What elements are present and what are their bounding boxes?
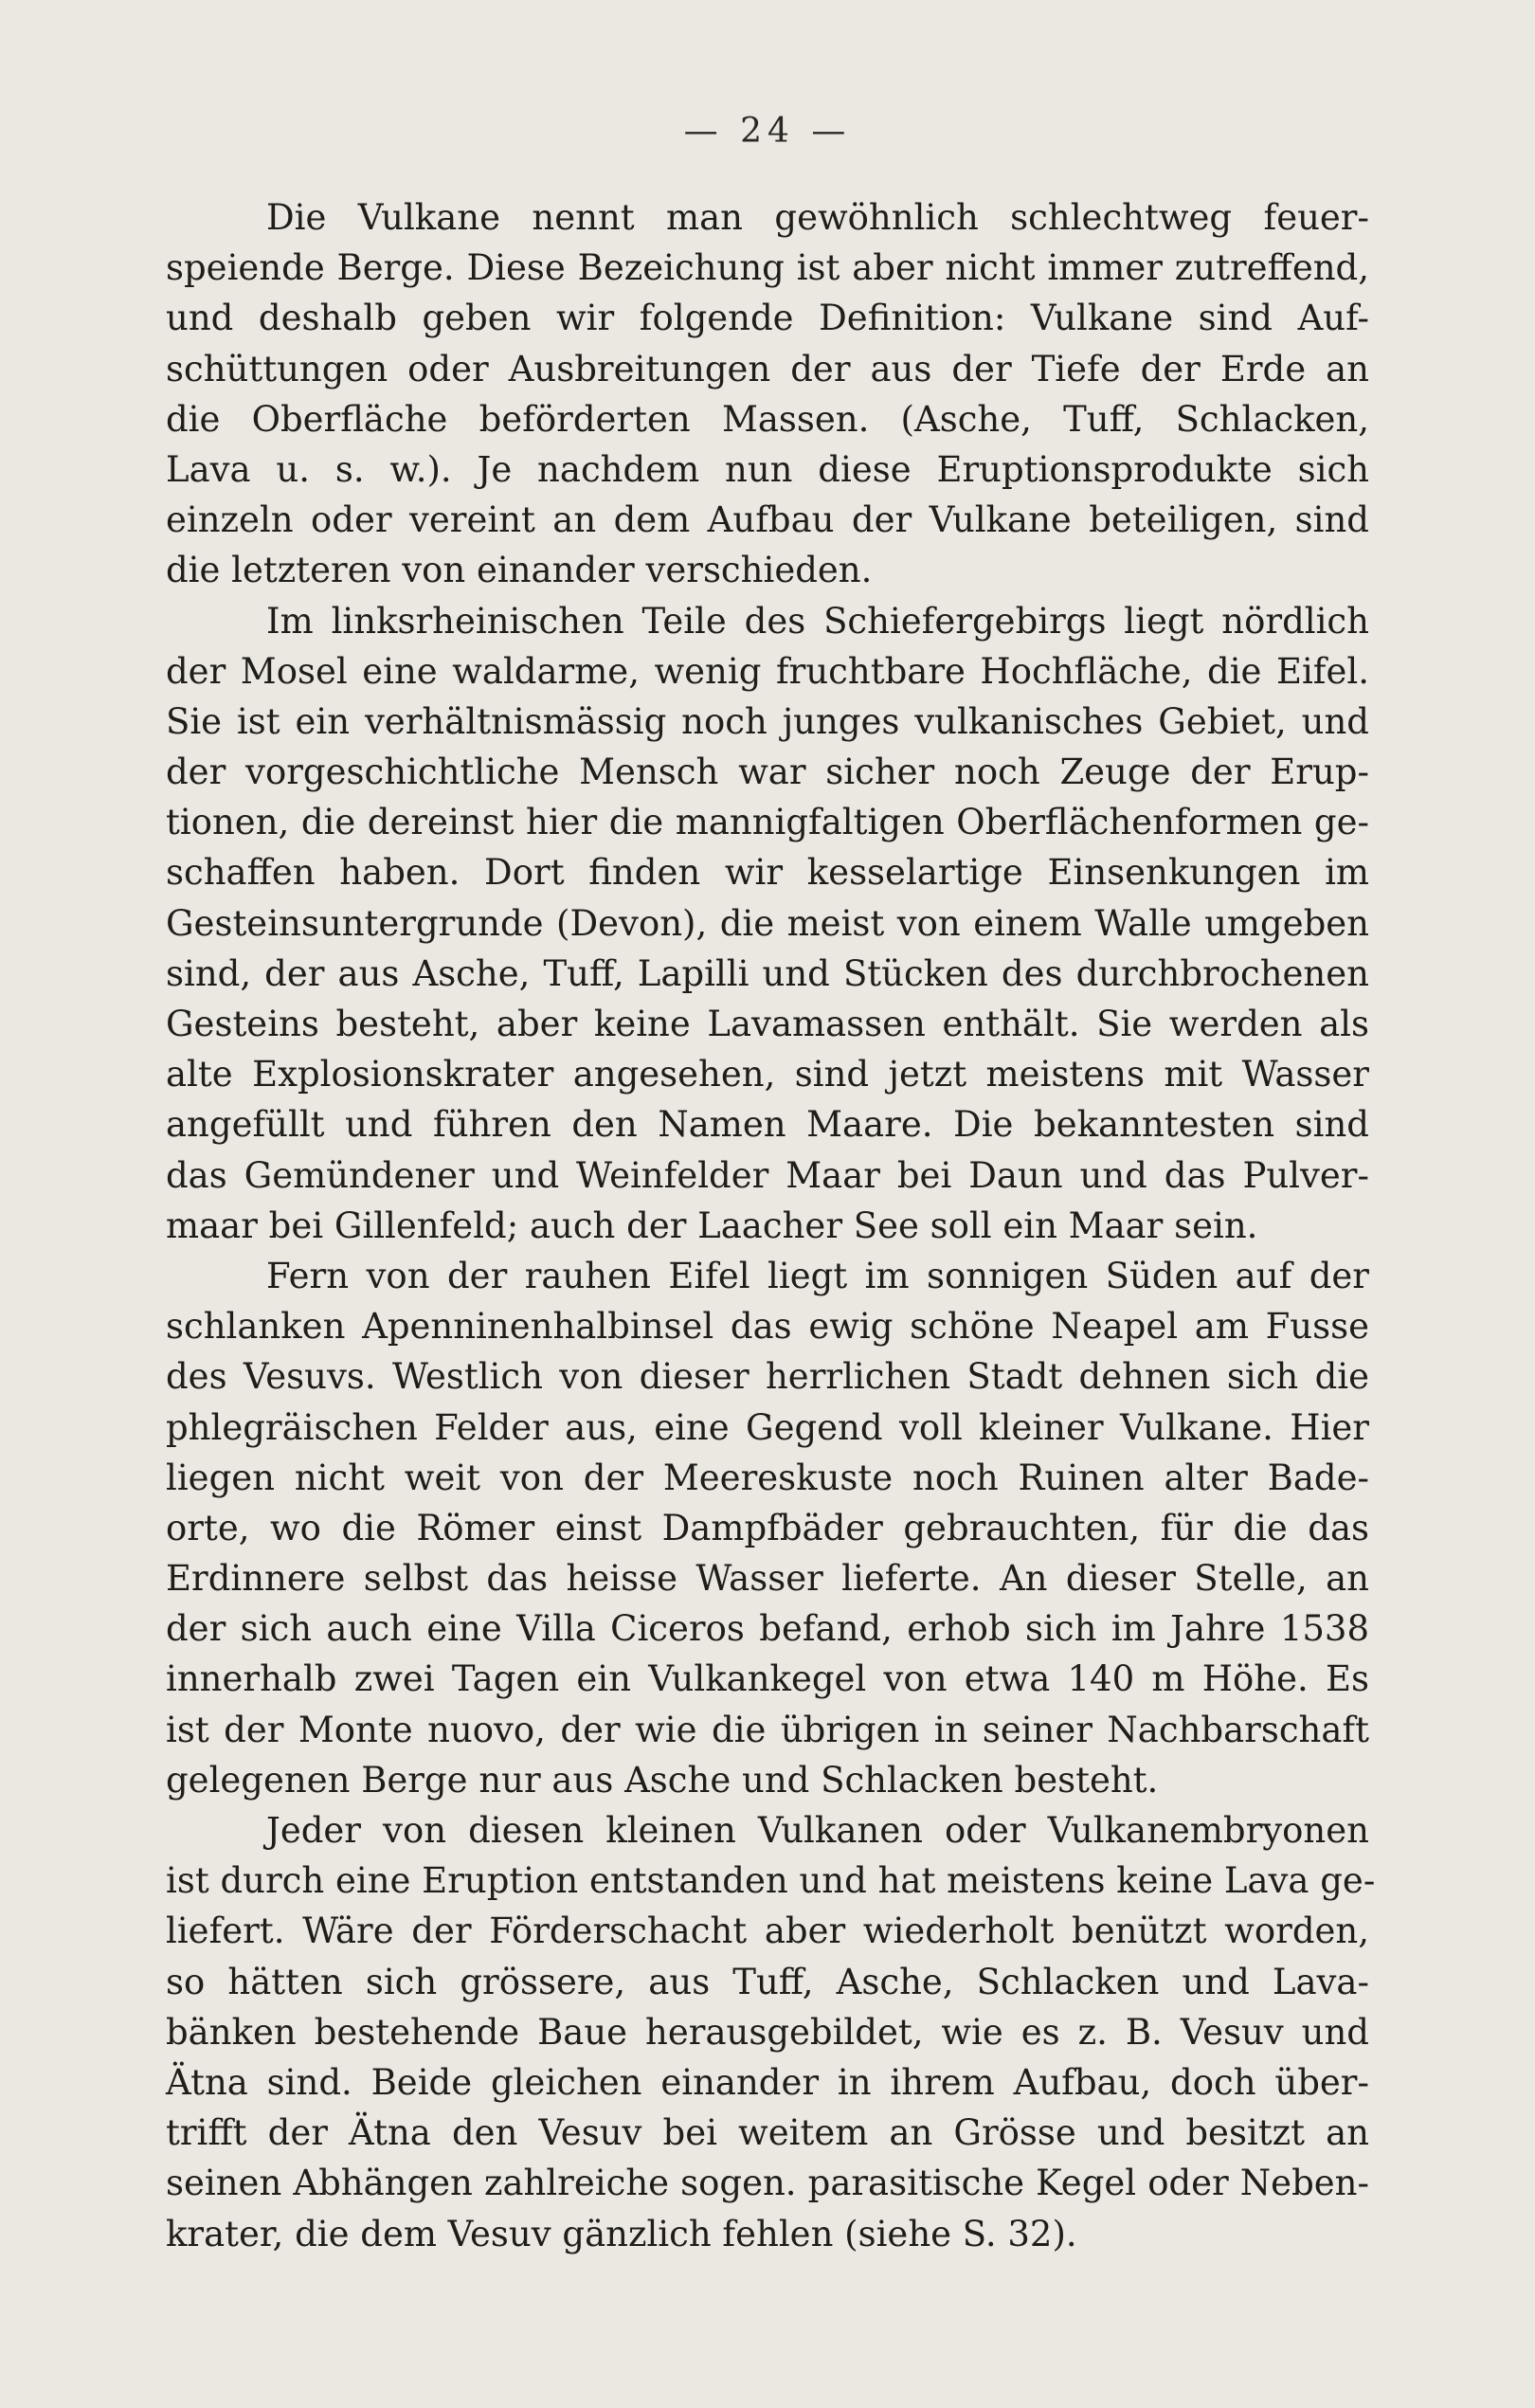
text-line: Ätna sind. Beide gleichen einander in ihrem Aufbau, doch über- xyxy=(166,2061,1369,2103)
paragraph xyxy=(166,1251,1369,1805)
body-text xyxy=(166,192,1376,2259)
paragraph xyxy=(166,1805,1376,2259)
text-line: innerhalb zwei Tagen ein Vulkankegel von etwa 140 m Höhe. Es xyxy=(166,1658,1369,1700)
text-line: einzeln oder vereint an dem Aufbau der Vulkane beteiligen, sind xyxy=(166,499,1369,541)
text-line: tionen, die dereinst hier die mannigfaltigen Oberflächenformen ge- xyxy=(166,802,1369,843)
text-line: phlegräischen Felder aus, eine Gegend voll kleiner Vulkane. Hier xyxy=(166,1406,1369,1448)
text-line: krater, die dem Vesuv gänzlich fehlen (siehe S. 32). xyxy=(166,2213,1077,2254)
paragraph xyxy=(166,192,1369,596)
page-number: — 24 — xyxy=(683,112,852,151)
text-line: und deshalb geben wir folgende Definition: Vulkane sind Auf- xyxy=(166,298,1369,339)
text-line: schaffen haben. Dort finden wir kesselartige Einsenkungen im xyxy=(166,852,1369,894)
text-line: Die Vulkane nennt man gewöhnlich schlechtweg feuer- xyxy=(266,197,1369,238)
text-line: sind, der aus Asche, Tuff, Lapilli und Stücken des durchbrochenen xyxy=(166,952,1369,994)
text-line: liegen nicht weit von der Meereskuste noch Ruinen alter Bade- xyxy=(166,1457,1369,1498)
text-line: speiende Berge. Diese Bezeichung ist aber nicht immer zutreffend, xyxy=(166,247,1369,289)
text-line: schüttungen oder Ausbreitungen der aus der Tiefe der Erde an xyxy=(166,348,1369,389)
text-line: so hätten sich grössere, aus Tuff, Asche, Schlacken und Lava- xyxy=(166,1961,1369,2002)
text-line: Fern von der rauhen Eifel liegt im sonnigen Süden auf der xyxy=(266,1255,1369,1296)
text-line: die letzteren von einander verschieden. xyxy=(166,550,873,591)
text-line: alte Explosionskrater angesehen, sind jetzt meistens mit Wasser xyxy=(166,1054,1369,1095)
text-line: gelegenen Berge nur aus Asche und Schlacken besteht. xyxy=(166,1759,1159,1801)
text-line: ist der Monte nuovo, der wie die übrigen in seiner Nachbarschaft xyxy=(166,1709,1369,1750)
text-line: der vorgeschichtliche Mensch war sicher noch Zeuge der Erup- xyxy=(166,751,1369,793)
text-line: Jeder von diesen kleinen Vulkanen oder Vulkanembryonen xyxy=(266,1810,1369,1851)
text-line: die Oberfläche beförderten Massen. (Asche, Tuff, Schlacken, xyxy=(166,398,1369,440)
text-line: Sie ist ein verhältnismässig noch junges vulkanisches Gebiet, und xyxy=(166,700,1369,742)
text-line: Gesteinsuntergrunde (Devon), die meist von einem Walle umgeben xyxy=(166,902,1369,944)
text-line: angefüllt und führen den Namen Maare. Die bekanntesten sind xyxy=(166,1104,1369,1146)
text-line: der sich auch eine Villa Ciceros befand, erhob sich im Jahre 1538 xyxy=(166,1608,1369,1650)
text-line: seinen Abhängen zahlreiche sogen. parasitische Kegel oder Neben- xyxy=(166,2163,1369,2204)
text-line: Erdinnere selbst das heisse Wasser lieferte. An dieser Stelle, an xyxy=(166,1558,1369,1600)
text-line: Lava u. s. w.). Je nachdem nun diese Eruptionsprodukte sich xyxy=(166,448,1369,490)
paragraph xyxy=(166,596,1369,1251)
text-line: Im linksrheinischen Teile des Schiefergebirgs liegt nördlich xyxy=(266,600,1369,642)
text-line: Gesteins besteht, aber keine Lavamassen enthält. Sie werden als xyxy=(166,1004,1369,1044)
text-line: liefert. Wäre der Förderschacht aber wiederholt benützt worden, xyxy=(166,1910,1369,1952)
text-line: bänken bestehende Baue herausgebildet, wie es z. B. Vesuv und xyxy=(166,2011,1369,2053)
text-line: ist durch eine Eruption entstanden und hat meistens keine Lava ge- xyxy=(166,1860,1376,1902)
text-line: trifft der Ätna den Vesuv bei weitem an Grösse und besitzt an xyxy=(166,2112,1369,2154)
text-line: orte, wo die Römer einst Dampfbäder gebrauchten, für die das xyxy=(166,1507,1369,1548)
text-line: maar bei Gillenfeld; auch der Laacher See soll ein Maar sein. xyxy=(166,1204,1258,1246)
text-line: das Gemündener und Weinfelder Maar bei Daun und das Pulver- xyxy=(166,1154,1369,1196)
text-line: schlanken Apenninenhalbinsel das ewig schöne Neapel am Fusse xyxy=(166,1306,1369,1348)
text-line: des Vesuvs. Westlich von dieser herrlichen Stadt dehnen sich die xyxy=(166,1356,1369,1398)
text-line: der Mosel eine waldarme, wenig fruchtbare Hochfläche, die Eifel. xyxy=(166,650,1369,692)
